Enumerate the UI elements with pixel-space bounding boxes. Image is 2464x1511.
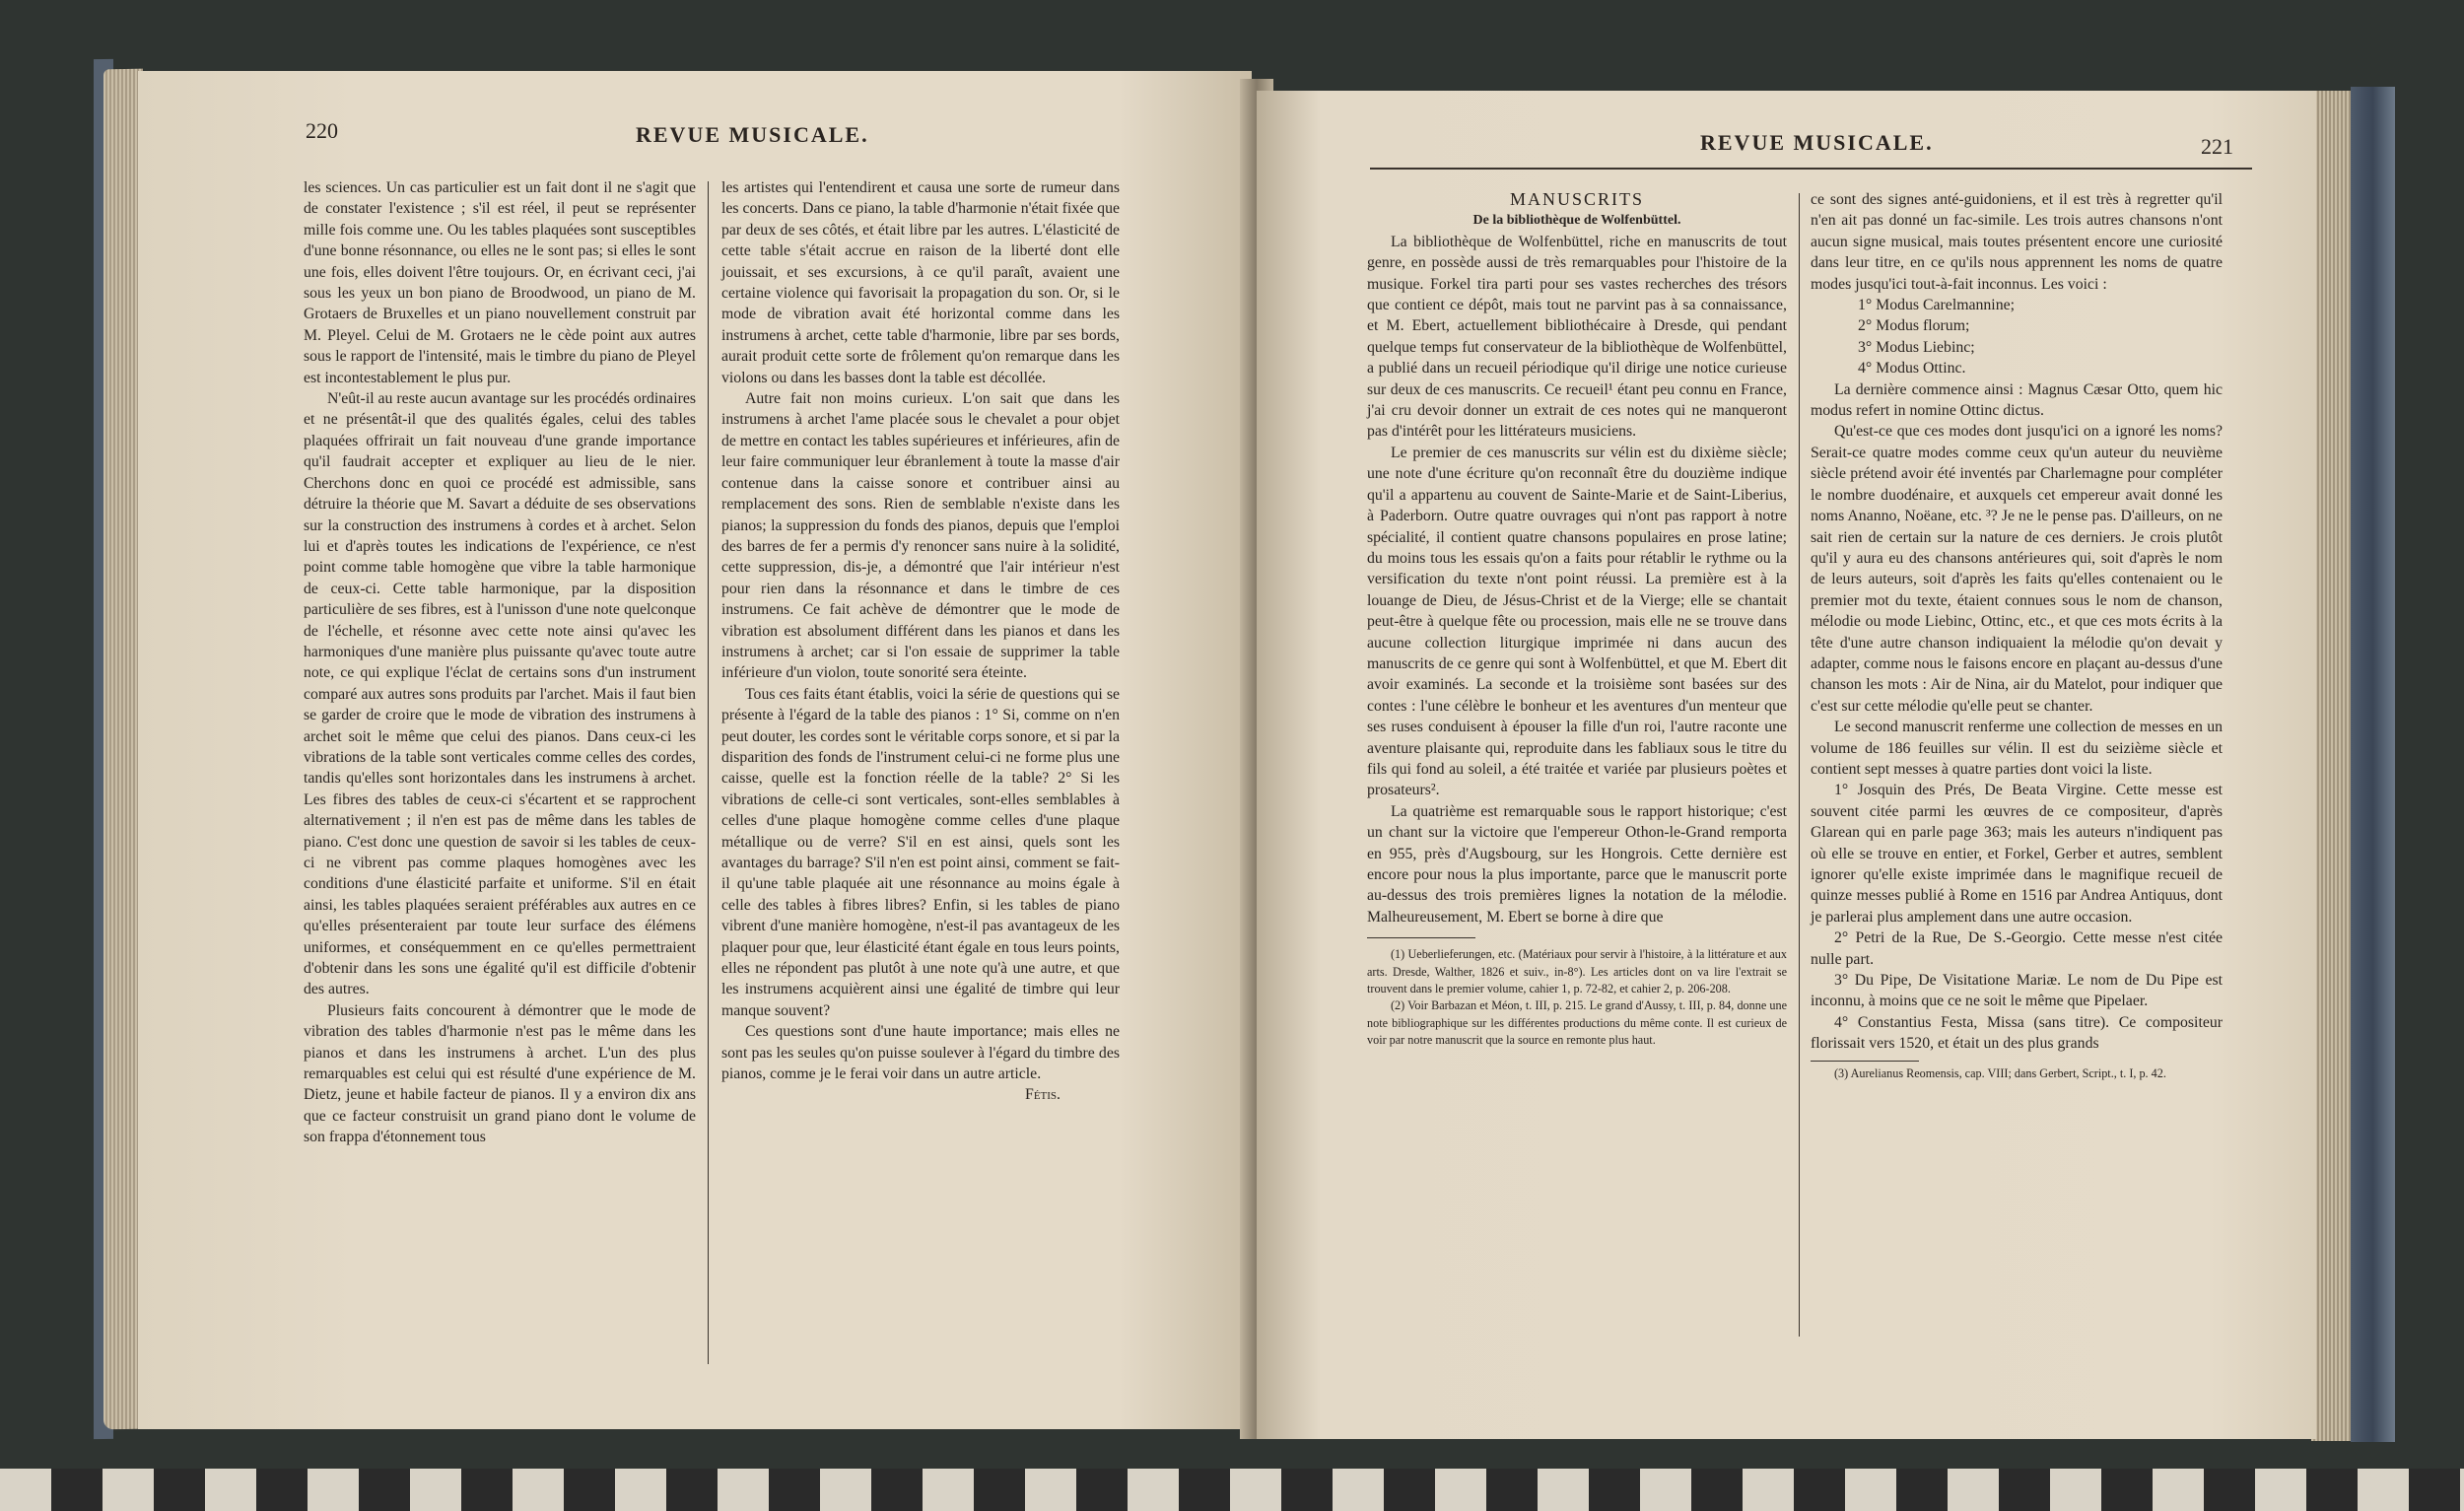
paragraph: Qu'est-ce que ces modes dont jusqu'ici on a ignoré les noms? Serait-ce quatre modes comme ceux qu'un auteur du neuvième siècle prétend avoir été inventés par Charlemagne pour compléter le nombre duodénaire, et auxquels cet empereur avait donné les noms Ananno, Noëane, etc. ³? Je ne le pense pas. D'ailleurs, on ne sait rien de certain sur la nature de ces derniers. Je crois plutôt qu'il y aura eu des chansons antérieures qui, soit d'après le nom de leurs auteurs, soit d'après les faits qu'elles contenaient ou le premier mot du texte, étaient connues sous le nom de chanson, mélodie ou mode Liebinc, Ottinc, etc., et que ces mots écrits à la tête d'une autre chanson indiquaient la mélodie qu'on devait y adapter, comme nous le faisons encore en plaçant au-dessus d'une chanson les mots : Air de Nina, air du Matelot, pour indiquer que c'est sur cette mélodie qu'elle peut se chanter.	[1811, 423, 2223, 715]
footnote: (3) Aurelianus Reomensis, cap. VIII; dans Gerbert, Script., t. I, p. 42.	[1834, 1065, 2166, 1080]
author-signature: Fétis.	[1025, 1086, 1061, 1104]
column-divider	[708, 181, 709, 1364]
paragraph: La quatrième est remarquable sous le rapport historique; c'est un chant sur la victoire que l'empereur Othon-le-Grand remporta en 955, près d'Augsbourg, sur les Hongrois. Cette dernière est encore pour nous la plus importante, parce que le manuscrit porte au-dessus des trois premières lignes la notation de la mélodie. Malheureusement, M. Ebert se borne à dire que	[1367, 802, 1787, 926]
page-edges-right	[2311, 91, 2351, 1441]
list-item: 1° Modus Carelmannine;	[1858, 297, 2015, 314]
running-header: REVUE MUSICALE.	[1700, 130, 1934, 155]
page-number: 221	[2201, 134, 2233, 159]
paragraph: Le second manuscrit renferme une collection de messes en un volume de 186 feuilles sur vélin. Il est du seizième siècle et contient sept messes à quatre parties dont voici la liste.	[1811, 719, 2223, 778]
paragraph: Plusieurs faits concourent à démontrer que le mode de vibration des tables d'harmonie n'est pas le même dans les pianos et dans les instrumens à archet. L'un des plus remarquables est celui qui est résulté d'une expérience de M. Dietz, jeune et habile facteur de pianos. Il y a environ dix ans que ce facteur construisit un grand piano dont le volume de son frappa d'étonnement tous	[304, 1001, 696, 1146]
header-rule	[1370, 168, 2252, 170]
paragraph: 3° Du Pipe, De Visitatione Mariæ. Le nom de Du Pipe est inconnu, à moins que ce ne soit le même que Pipelaer.	[1811, 972, 2223, 1010]
paragraph: La dernière commence ainsi : Magnus Cæsar Otto, quem hic modus refert in nomine Ottinc dictus.	[1811, 380, 2223, 420]
article-title: MANUSCRITS	[1509, 189, 1645, 209]
paragraph: les artistes qui l'entendirent et causa une sorte de rumeur dans les concerts. Dans ce piano, la table d'harmonie n'était fixée que par deux de ses côtés, et était libre par les autres. L'élasticité de cette table s'était accrue en raison de la liberté dont elle jouissait, et ses excursions, à ce qu'il paraît, avaient une certaine violence qui favorisait la propagation du son. Or, si le mode de vibration avait été horizontal comme dans les instrumens à archet, cette table d'harmonie, libre par ses bords, aurait produit cette sorte de frôlement qu'on remarque dans les violons ou dans les basses dont la table est décollée.	[721, 179, 1120, 386]
right-page	[1257, 91, 2316, 1439]
left-page	[138, 71, 1252, 1429]
paragraph: 4° Constantius Festa, Missa (sans titre). Ce compositeur florissait vers 1520, et était un des plus grands	[1811, 1013, 2223, 1053]
paragraph: Tous ces faits étant établis, voici la série de questions qui se présente à l'égard de la table des pianos : 1° Si, comme on n'en peut douter, les cordes sont le véritable corps sonore, et si par la disparition des fonds de l'instrument celui-ci ne forme plus une caisse, quelle est la fonction réelle de la table? 2° Si les vibrations de celle-ci sont verticales, sont-elles semblables à celles d'une plaque homogène comme celles d'une plaque métallique ou de verre? S'il en est ainsi, quels sont les avantages du barrage? S'il n'en est point ainsi, comment se fait-il qu'une table plaquée ait une résonnance au moins égale à celle des tables à fibres libres? Enfin, si les tables de piano vibrent d'une manière homogène, n'est-il pas avantageux de les plaquer pour que, leur élasticité étant égale en tous leurs points, elles ne répondent pas plutôt à une note qu'à une autre, et que les instrumens acquièrent ainsi une égalité de timbre qui leur manque souvent?	[721, 685, 1120, 1019]
paragraph: 1° Josquin des Prés, De Beata Virgine. Cette messe est souvent citée parmi les œuvres de ce compositeur, d'après Glarean qui en parle page 363; mais les auteurs n'indiquent pas où elle se trouve en entier, et Forkel, Gerber et autres, semblent ignorer qu'elle existe imprimée dans le magnifique recueil de quinze messes publié à Rome en 1516 par Andrea Antiquus, dont je parlerai plus amplement dans une autre occasion.	[1811, 782, 2223, 926]
list-item: 3° Modus Liebinc;	[1858, 338, 1975, 356]
paragraph: La bibliothèque de Wolfenbüttel, riche en manuscrits de tout genre, en possède aussi de très remarquables pour l'histoire de la musique. Forkel tira parti pour ses vastes recherches des trésors que contient ce dépôt, mais tout ne parvint pas à sa connaissance, et M. Ebert, actuellement bibliothécaire à Dresde, qui pendant quelque temps fut conservateur de la bibliothèque de Wolfenbüttel, a publié dans un recueil périodique qu'il dirige une notice curieuse sur deux de ces manuscrits. Ce recueil¹ étant peu connu en France, j'ai cru devoir donner un extrait de ces notes qui ne manqueront pas d'intérêt pour les littérateurs musiciens.	[1367, 233, 1787, 441]
paragraph: Ces questions sont d'une haute importance; mais elles ne sont pas les seules qu'on puisse soulever à l'égard du timbre des pianos, comme je le ferai voir dans un autre article.	[721, 1023, 1120, 1083]
footnote-separator	[1367, 937, 1475, 938]
page-number: 220	[306, 118, 338, 143]
text-column-2	[1811, 189, 2223, 1082]
footnote: (2) Voir Barbazan et Méon, t. III, p. 215. Le grand d'Aussy, t. III, p. 84, donne une note bibliographique sur les différentes productions du même conte. Il est curieux de voir par notre manuscrit que la source en remonte plus haut.	[1367, 998, 1787, 1048]
article-subtitle: De la bibliothèque de Wolfenbüttel.	[1472, 213, 1681, 229]
book-cover-right	[2351, 87, 2395, 1442]
text-column-1	[304, 177, 696, 1148]
paragraph: 2° Petri de la Rue, De S.-Georgio. Cette messe n'est citée nulle part.	[1811, 929, 2223, 968]
paragraph: ce sont des signes anté-guidoniens, et il est très à regretter qu'il n'en ait pas donné un fac-simile. Les trois autres chansons n'ont aucun signe musical, mais toutes présentent encore une curiosité dans leur titre, en ce qu'ils nous apprennent les noms de quatre modes jusqu'ici tout-à-fait inconnus. Les voici :	[1811, 191, 2223, 293]
text-column-2	[721, 177, 1120, 1106]
paragraph: Autre fait non moins curieux. L'on sait que dans les instrumens à archet l'ame placée sous le chevalet a pour objet de mettre en contact les tables supérieures et inférieures, afin de leur faire communiquer leur ébranlement à toute la masse d'air contenue dans la caisse sonore et contribuer ainsi au remplacement des sons. Rien de semblable n'existe dans les pianos; la suppression du fonds des pianos, depuis que l'emploi des barres de fer a permis d'y renoncer sans nuire à la solidité, cette suppression, dis-je, a démontré que l'air intérieur n'est pour rien dans la résonnance et dans le timbre de ces instrumens. Ce fait achève de démontrer que le mode de vibration est absolument différent dans les pianos et dans les instrumens à archet; car si l'on essaie de supprimer la table inférieure d'un violon, toute sonorité sera éteinte.	[721, 390, 1120, 682]
paragraph: N'eût-il au reste aucun avantage sur les procédés ordinaires et ne présentât-il que des qualités égales, celui des tables plaquées offrirait un fait nouveau d'une grande importance qu'il faudrait accepter et expliquer au lieu de le nier. Cherchons donc en quoi ce procédé est admissible, sans détruire la théorie que M. Savart a déduite de ses observations sur la construction des instrumens à cordes et à archet. Selon lui et d'après toutes les indications de l'expérience, ce n'est point comme table homogène que vibre la table harmonique de ceux-ci. Cette table harmonique, par la disposition particulière de ses fibres, est à l'unisson d'une note quelconque de l'échelle, et résonne avec cette note ainsi qu'avec les harmoniques d'une manière plus puissante qu'avec toute autre note, ce qui explique l'éclat de certains sons d'un instrument comparé aux autres sons produits par l'archet. Mais il faut bien se garder de croire que le mode de vibration des instrumens à archet soit le même que celui des pianos. Dans ceux-ci les vibrations de la table sont verticales comme celles des cordes, tandis qu'elles sont horizontales dans les instrumens à archet. Les fibres des tables de ceux-ci s'écartent et se rapprochent alternativement ; il n'en est pas de même dans les tables de piano. C'est donc une question de savoir si les tables de ceux-ci ne vibrent pas comme plaques homogènes avec les conditions d'une élasticité parfaite et uniforme. S'il en était ainsi, les tables plaquées seraient préférables aux autres en ce qu'elles présenteraient par toute leur surface des élémens uniformes, et conséquemment en ce qu'elles permettraient d'obtenir dans les sons une égalité qu'il est difficile d'obtenir des autres.	[304, 390, 696, 998]
footnote: (1) Ueberlieferungen, etc. (Matériaux pour servir à l'histoire, à la littérature et aux arts. Dresde, Walther, 1826 et suiv., in-8°). Les articles dont on va lire l'extrait se trouvent dans le premier volume, cahier 1, p. 72-82, et cahier 2, p. 206-208.	[1367, 947, 1787, 996]
paragraph: les sciences. Un cas particulier est un fait dont il ne s'agit que de constater l'existence ; s'il est réel, il peut se représenter mille fois comme une. Ou les tables plaquées sont susceptibles d'une bonne résonnance, ou elles ne le sont pas; si elles le sont une fois, elles doivent l'être toujours. Or, en écrivant ceci, j'ai sous les yeux un bon piano de Broodwood, un piano de M. Grotaers de Bruxelles et un piano nouvellement construit par M. Pleyel. Celui de M. Grotaers ne le cède point aux autres sous le rapport de l'intensité, mais le timbre du piano de Pleyel est incontestablement le plus pur.	[304, 179, 696, 386]
list-item: 2° Modus florum;	[1858, 317, 1970, 335]
running-header: REVUE MUSICALE.	[636, 122, 869, 147]
page-edges-left	[103, 69, 143, 1430]
paragraph: Le premier de ces manuscrits sur vélin est du dixième siècle; une note d'une écriture qu'on reconnaît être du douzième indique qu'il a appartenu au couvent de Sainte-Marie et de Saint-Liberius, à Paderborn. Outre quatre ouvrages qui n'ont pas rapport à notre spécialité, il contient quatre chansons populaires en prose latine; du moins tous les essais qu'on a faits pour rétablir le rythme ou la versification du texte n'ont point réussi. La première est à la louange de Dieu, de Jésus-Christ et de la Vierge; elle se chantait peut-être à quelque fête ou procession, mais elle ne se trouve dans aucune collection liturgique imprimée ni dans aucun des manuscrits de ce genre qui sont à Wolfenbüttel, et que M. Ebert dit avoir examinés. La seconde et la troisième sont basées sur des contes : l'une célèbre le bonheur et les aventures d'un menteur que ses ruses conduisent à épouser la fille d'un roi, l'autre raconte une aventure plaisante qui, reproduite dans les fabliaux sous le titre du fils qui fond au soleil, a été traitée et variée par plusieurs poètes et prosateurs².	[1367, 444, 1787, 799]
text-column-1	[1367, 189, 1787, 1050]
measurement-ruler	[0, 1469, 2464, 1511]
column-divider	[1799, 193, 1800, 1337]
footnote-separator	[1811, 1061, 1919, 1062]
list-item: 4° Modus Ottinc.	[1858, 360, 1966, 378]
